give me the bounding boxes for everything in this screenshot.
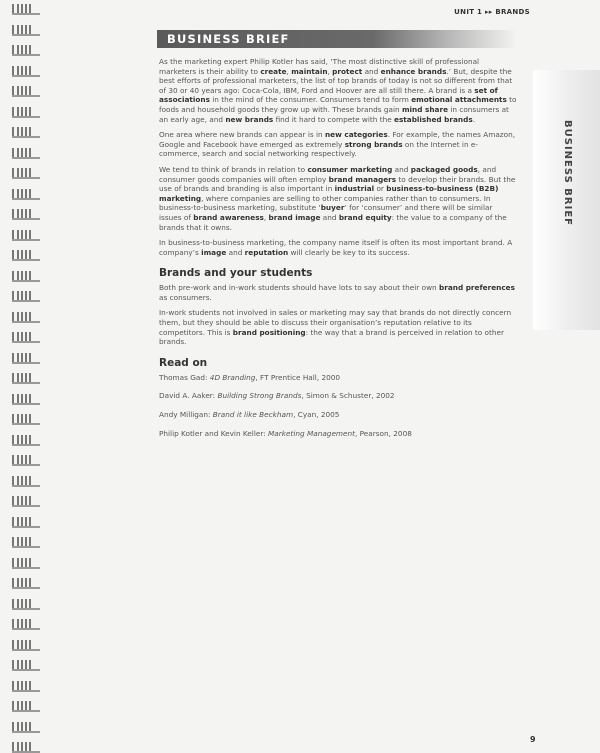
reference-list: [159, 373, 517, 438]
binding-ring-icon: [12, 168, 42, 179]
text-run: One area where new brands can appear is in: [159, 130, 325, 140]
binding-ring-icon: [12, 660, 42, 671]
key-term: brand equity: [338, 212, 392, 222]
reference-item: [159, 373, 517, 383]
text-run: In-work students not involved in sales or marketing may say that brands do not directly concern them, but they should be able to discuss their organisation’s reputation relative to its competitors. This is: [159, 308, 512, 337]
binding-ring-icon: [12, 742, 42, 753]
key-term: emotional attachments: [411, 95, 507, 105]
key-term: industrial: [334, 184, 375, 194]
binding-ring-icon: [12, 86, 42, 97]
key-term: brand awareness: [193, 212, 264, 222]
text-run: ’ for ‘consumer’ and there will be similar issues of: [159, 203, 493, 222]
binding-ring-icon: [12, 373, 42, 384]
binding-ring-icon: [12, 599, 42, 610]
text-run: , FT Prentice Hall, 2000: [255, 372, 341, 382]
running-header: [454, 8, 530, 16]
text-run: : the way that a brand is perceived in relation to other brands.: [159, 327, 504, 347]
key-term: create: [260, 66, 287, 76]
book-title: Marketing Management: [268, 428, 356, 438]
book-title: Brand it like Beckham: [212, 410, 294, 420]
binding-ring-icon: [12, 107, 42, 118]
text-run: . For example, the names Amazon, Google and Facebook have emerged as extremely: [159, 130, 516, 149]
text-run: and: [320, 212, 339, 222]
binding-ring-icon: [12, 312, 42, 323]
key-term: enhance brands: [380, 66, 447, 76]
binding-ring-icon: [12, 681, 42, 692]
reference-item: [159, 429, 517, 439]
text-run: and: [226, 247, 245, 257]
binding-ring-icon: [12, 189, 42, 200]
binding-ring-icon: [12, 394, 42, 405]
text-run: Thomas Gad:: [159, 372, 210, 382]
binding-ring-icon: [12, 640, 42, 651]
text-run: : the value to a company of the brands that it owns.: [159, 212, 507, 232]
binding-ring-icon: [12, 435, 42, 446]
binding-ring-icon: [12, 414, 42, 425]
binding-ring-icon: [12, 127, 42, 138]
binding-ring-icon: [12, 209, 42, 220]
key-term: reputation: [244, 247, 289, 257]
key-term: established brands: [394, 114, 473, 124]
text-run: In business-to-business marketing, the company name itself is often its most important brand. A company’s: [159, 238, 513, 257]
reference-item: [159, 391, 517, 401]
book-title: Building Strong Brands: [217, 391, 302, 401]
text-run: ,: [263, 212, 269, 222]
heading-read-on: Read on: [159, 356, 208, 369]
text-run: in consumers at an early age, and: [159, 104, 509, 124]
text-run: on the Internet in e-commerce, search and social networking respectively.: [159, 139, 479, 159]
text-run: find it hard to compete with the: [273, 114, 394, 124]
text-run: David A. Aaker:: [159, 391, 218, 401]
paragraph: [159, 130, 517, 159]
book-title: 4D Branding: [209, 372, 256, 382]
text-run: We tend to think of brands in relation to: [159, 164, 308, 174]
binding-ring-icon: [12, 148, 42, 159]
binding-ring-icon: [12, 455, 42, 466]
text-run: .: [472, 114, 476, 124]
binding-ring-icon: [12, 517, 42, 528]
binding-ring-icon: [12, 701, 42, 712]
binding-ring-icon: [12, 619, 42, 630]
binding-ring-icon: [12, 291, 42, 302]
binding-ring-icon: [12, 496, 42, 507]
binding-ring-icon: [12, 722, 42, 733]
key-term: packaged goods: [410, 164, 478, 174]
binding-ring-icon: [12, 230, 42, 241]
binding-ring-icon: [12, 558, 42, 569]
text-run: as consumers.: [159, 292, 212, 302]
binding-ring-icon: [12, 45, 42, 56]
text-run: Both pre-work and in-work students should have lots to say about their own: [159, 283, 439, 293]
text-run: , Pearson, 2008: [355, 428, 412, 438]
key-term: consumer marketing: [307, 164, 393, 174]
binding-ring-icon: [12, 66, 42, 77]
text-run: , and consumer goods companies will often employ: [159, 164, 497, 184]
binding-ring-icon: [12, 4, 42, 15]
key-term: brand image: [268, 212, 321, 222]
paragraph: [159, 165, 517, 232]
spiral-binding: [0, 0, 48, 750]
paragraph: [159, 238, 517, 257]
key-term: brand preferences: [439, 283, 515, 293]
main-content: [159, 57, 517, 447]
binding-ring-icon: [12, 578, 42, 589]
header-unit: UNIT 1: [454, 8, 483, 16]
key-term: buyer: [320, 203, 345, 213]
key-term: protect: [332, 66, 363, 76]
key-term: image: [201, 247, 227, 257]
key-term: brand managers: [328, 174, 397, 184]
text-run: , Cyan, 2005: [293, 410, 340, 420]
key-term: strong brands: [344, 139, 403, 149]
text-run: to develop their brands. But the use of brands and branding is also important in: [159, 174, 516, 194]
header-arrows-icon: ▸▸: [484, 8, 493, 16]
text-run: , where companies are selling to other companies rather than to consumers. In business-to-business marketing, substitute ‘: [159, 193, 491, 213]
text-run: will clearly be key to its success.: [288, 247, 410, 257]
text-run: or: [374, 184, 387, 194]
binding-ring-icon: [12, 332, 42, 343]
key-term: new brands: [225, 114, 274, 124]
key-term: business-to-business (B2B) marketing: [159, 184, 499, 203]
paragraph: [159, 57, 517, 124]
reference-item: [159, 410, 517, 420]
text-run: .’ But, despite the best efforts of professional marketers, the list of top brands of today is not so different from that of 30 or 40 years ago: Coca-Cola, IBM, Ford and Hoover are all still there. A brand is a: [159, 66, 513, 95]
binding-ring-icon: [12, 353, 42, 364]
text-run: ,: [286, 66, 292, 76]
binding-ring-icon: [12, 476, 42, 487]
text-run: As the marketing expert Philip Kotler has said, ‘The most distinctive skill of professional marketers is their ability to: [159, 57, 480, 76]
side-tab-label: BUSINESS BRIEF: [562, 120, 573, 227]
paragraph: [159, 283, 517, 302]
text-run: Philip Kotler and Kevin Keller:: [159, 428, 268, 438]
key-term: mind share: [401, 104, 449, 114]
text-run: in the mind of the consumer. Consumers tend to form: [209, 95, 412, 105]
text-run: , Simon & Schuster, 2002: [301, 391, 395, 401]
section-banner: [157, 30, 517, 48]
text-run: ,: [327, 66, 333, 76]
text-run: and: [392, 164, 411, 174]
text-run: to foods and household goods they grow up with. These brands gain: [159, 95, 517, 114]
binding-ring-icon: [12, 25, 42, 36]
binding-ring-icon: [12, 537, 42, 548]
binding-ring-icon: [12, 250, 42, 261]
key-term: set of associations: [159, 85, 498, 105]
heading-brands-students: Brands and your students: [159, 267, 313, 280]
text-run: Andy Milligan:: [159, 410, 213, 420]
key-term: new categories: [324, 130, 388, 140]
key-term: brand positioning: [232, 327, 306, 337]
side-tab: [533, 70, 600, 330]
banner-title: BUSINESS BRIEF: [167, 32, 290, 46]
paragraph: [159, 308, 517, 346]
text-run: and: [362, 66, 381, 76]
header-section: BRANDS: [495, 8, 530, 16]
binding-ring-icon: [12, 271, 42, 282]
key-term: maintain: [291, 66, 328, 76]
page-number: 9: [530, 735, 536, 744]
